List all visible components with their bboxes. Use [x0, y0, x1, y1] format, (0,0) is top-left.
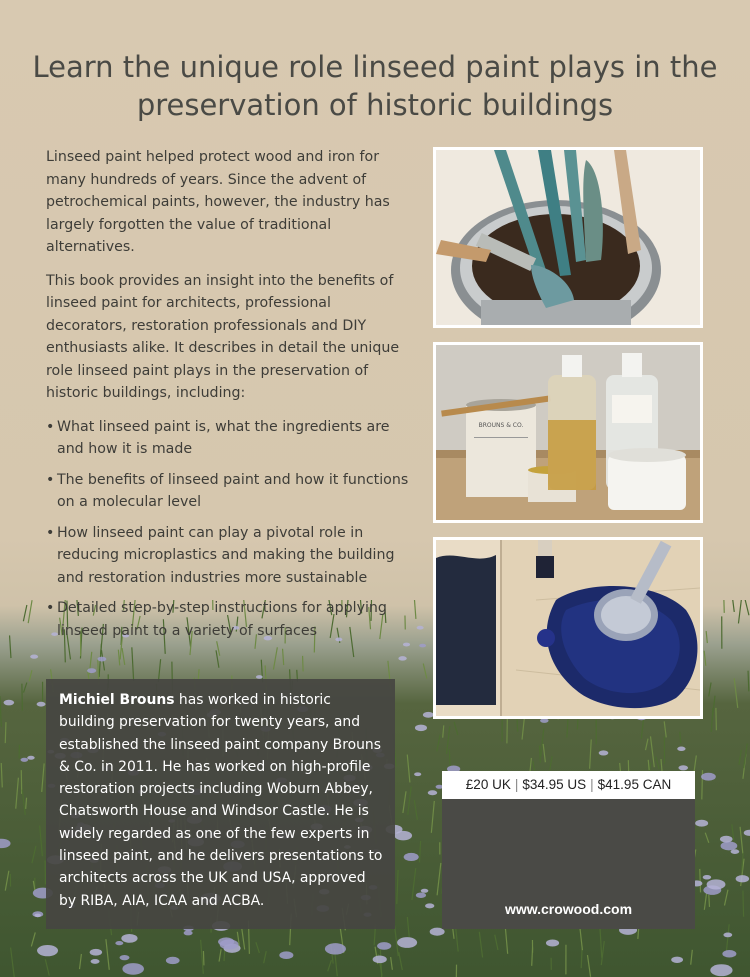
feature-list-item: • The benefits of linseed paint and how it functions on a molecular level — [46, 469, 416, 514]
intro-paragraph-1: Linseed paint helped protect wood and iron for many hundreds of years. Since the advent of petrochemical paints, however, the industry has largely forgotten the value of traditional alternatives. — [46, 149, 390, 255]
intro-paragraph-2: This book provides an insight into the benefits of linseed paint for architects, professional decorators, restoration professionals and DIY enthusiasts alike. It describes in detail the unique role linseed paint plays in the preservation of historic buildings, including: — [46, 272, 400, 401]
author-bio-box — [46, 679, 395, 929]
price-separator: | — [514, 777, 519, 792]
feature-list-item: • Detailed step-by-step instructions for applying linseed paint to a variety of surfaces — [46, 597, 416, 642]
photo-paint-products — [433, 342, 703, 523]
description-column — [46, 146, 416, 650]
product-label: BROUNS & CO. — [478, 422, 524, 429]
price-separator: | — [590, 777, 594, 792]
price-strip — [442, 771, 695, 799]
photo-brushes-in-paint-can — [433, 147, 703, 328]
page-title: Learn the unique role linseed paint plays in the preservation of historic buildings — [32, 50, 718, 122]
price-can: $41.95 CAN — [597, 777, 672, 792]
publisher-website: www.crowood.com — [504, 901, 633, 917]
feature-list-item: • What linseed paint is, what the ingredients are and how it is made — [46, 416, 416, 461]
photo-blue-paint-application — [433, 537, 703, 719]
author-name: Michiel Brouns — [59, 692, 175, 708]
author-bio: has worked in historic building preservation for twenty years, and established the linseed paint company Brouns & Co. in 2011. He has worked on high-profile restoration projects including Woburn Abbey, Chatsworth House and Windsor Castle. He is widely regarded as one of the few experts in linseed paint, and he delivers presentations to architects across the UK and USA, approved by RIBA, AIA, ICAA and ACBA. — [59, 692, 383, 909]
price-us: $34.95 US — [522, 777, 587, 792]
feature-list-item: • How linseed paint can play a pivotal role in reducing microplastics and making the building and restoration industries more sustainable — [46, 522, 416, 590]
feature-list — [46, 416, 416, 643]
price-and-publisher-box — [442, 771, 695, 929]
price-uk: £20 UK — [465, 777, 511, 792]
